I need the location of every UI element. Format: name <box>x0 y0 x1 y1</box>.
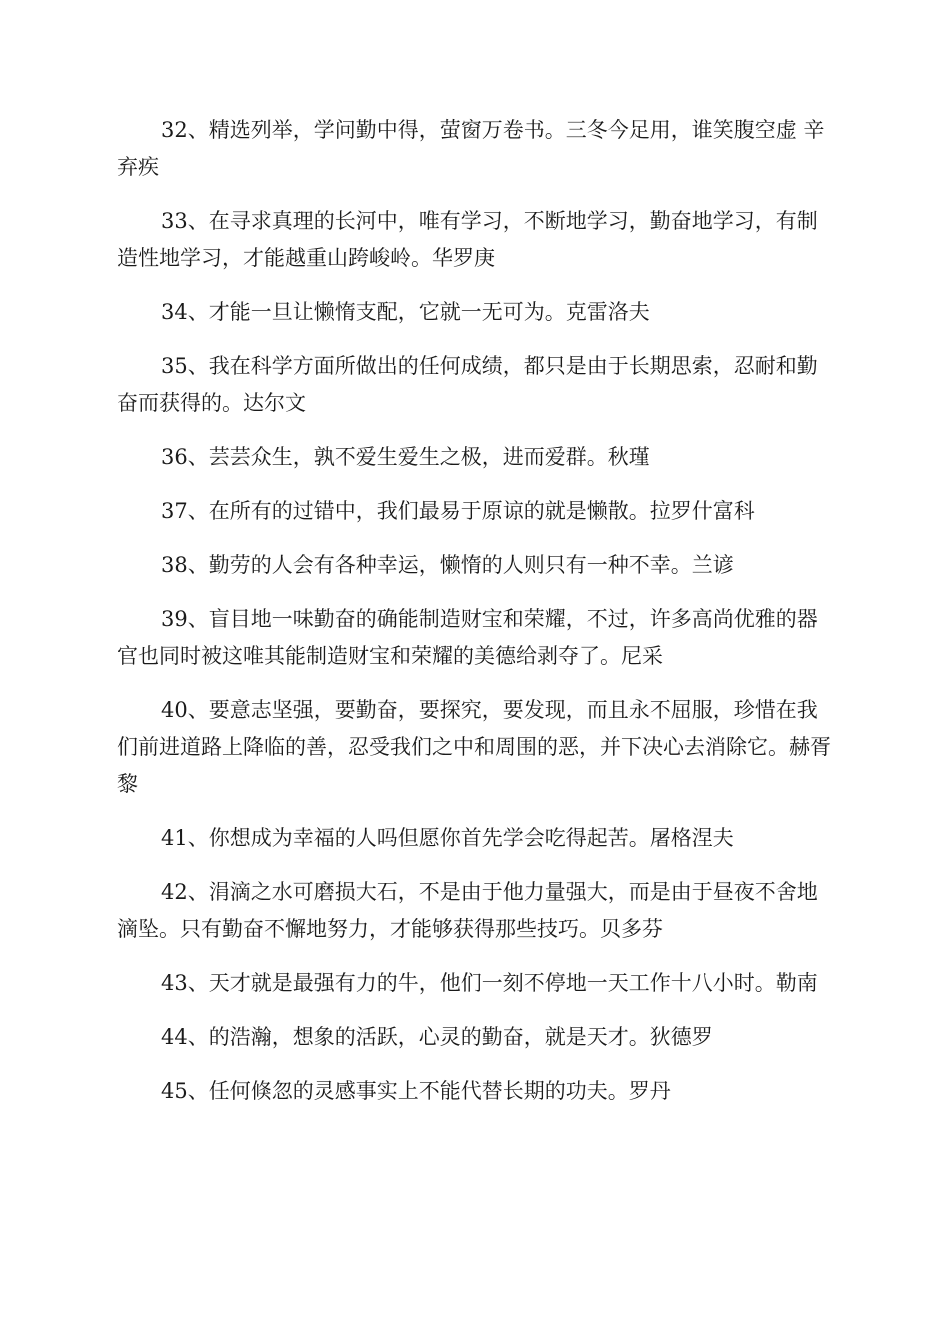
quote-paragraph: 44、的浩瀚，想象的活跃，心灵的勤奋，就是天才。狄德罗 <box>161 1025 713 1049</box>
quote-list <box>117 112 833 1127</box>
quote-paragraph: 37、在所有的过错中，我们最易于原谅的就是懒散。拉罗什富科 <box>161 499 755 523</box>
quote-paragraph: 34、才能一旦让懒惰支配，它就一无可为。克雷洛夫 <box>161 300 650 324</box>
quote-paragraph: 39、盲目地一味勤奋的确能制造财宝和荣耀，不过，许多高尚优雅的器官也同时被这唯其能制造财宝和荣耀的美德给剥夺了。尼采 <box>117 607 818 668</box>
quote-paragraph: 33、在寻求真理的长河中，唯有学习，不断地学习，勤奋地学习，有制造性地学习，才能越重山跨峻岭。华罗庚 <box>117 209 818 270</box>
quote-paragraph: 45、任何倏忽的灵感事实上不能代替长期的功夫。罗丹 <box>161 1079 671 1103</box>
quote-paragraph: 38、勤劳的人会有各种幸运，懒惰的人则只有一种不幸。兰谚 <box>161 553 734 577</box>
quote-paragraph: 35、我在科学方面所做出的任何成绩，都只是由于长期思索，忍耐和勤奋而获得的。达尔文 <box>117 354 818 415</box>
quote-paragraph: 36、芸芸众生，孰不爱生爱生之极，进而爱群。秋瑾 <box>161 445 650 469</box>
quote-paragraph: 41、你想成为幸福的人吗但愿你首先学会吃得起苦。屠格涅夫 <box>161 826 734 850</box>
quote-paragraph: 43、天才就是最强有力的牛，他们一刻不停地一天工作十八小时。勒南 <box>161 971 818 995</box>
quote-paragraph: 32、精选列举，学问勤中得，萤窗万卷书。三冬今足用，谁笑腹空虚 辛弃疾 <box>117 118 825 179</box>
quote-paragraph: 42、涓滴之水可磨损大石，不是由于他力量强大，而是由于昼夜不舍地滴坠。只有勤奋不懈地努力，才能够获得那些技巧。贝多芬 <box>117 880 818 941</box>
quote-paragraph: 40、要意志坚强，要勤奋，要探究，要发现，而且永不屈服，珍惜在我们前进道路上降临的善，忍受我们之中和周围的恶，并下决心去消除它。赫胥黎 <box>117 698 831 796</box>
